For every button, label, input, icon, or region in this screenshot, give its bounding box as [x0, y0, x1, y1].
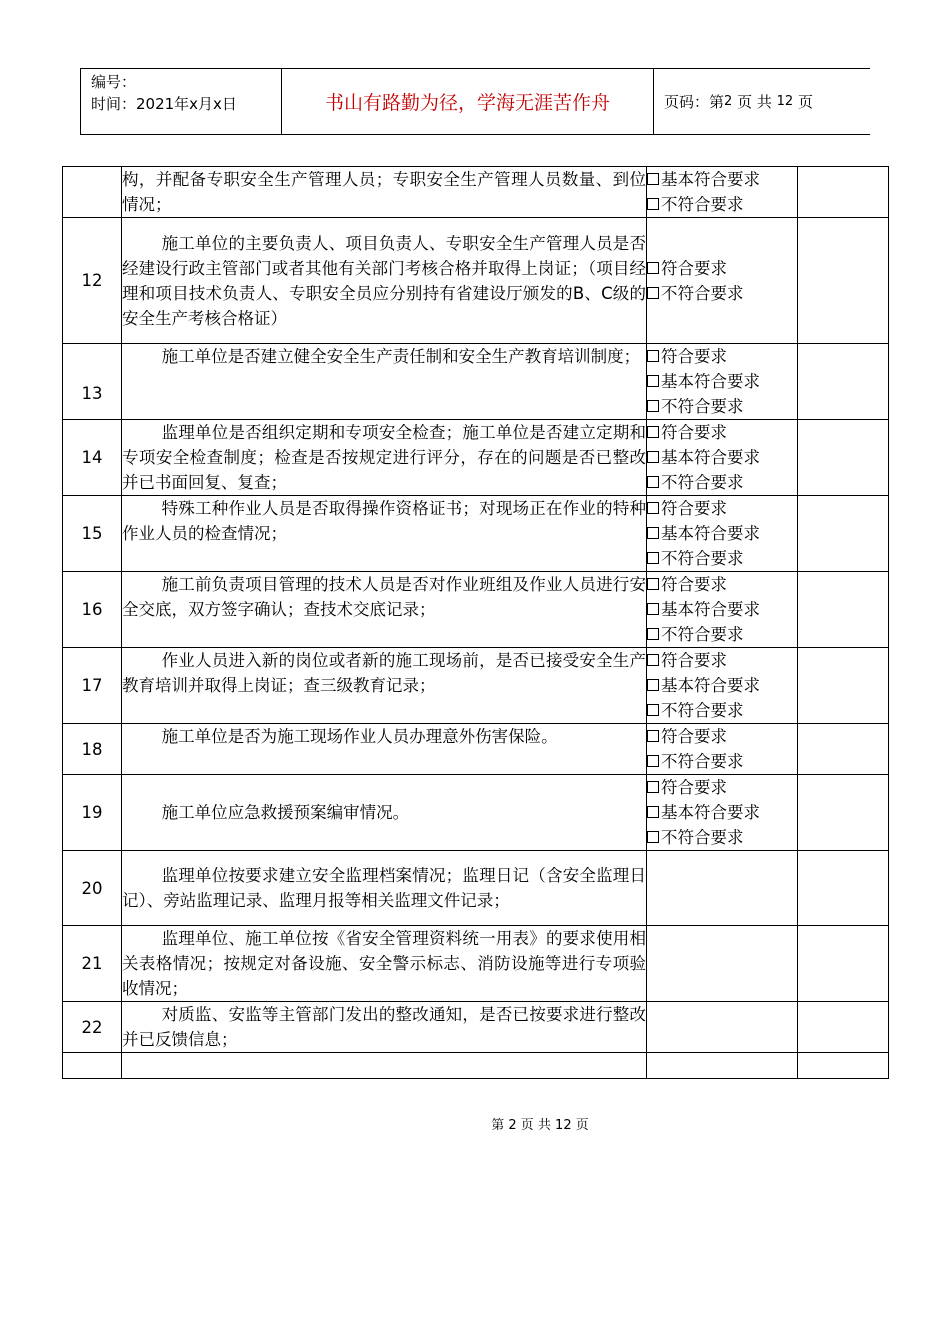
table-row	[63, 420, 889, 496]
row-description: 施工单位是否建立健全安全生产责任制和安全生产教育培训制度；	[161, 347, 641, 366]
row-number	[63, 167, 122, 218]
serial-label: 编号：	[91, 73, 137, 91]
option-non-compliant[interactable]: 不符合要求	[647, 825, 797, 850]
table-row	[63, 572, 889, 648]
table-row	[63, 851, 889, 926]
table-row	[63, 648, 889, 724]
option-compliant[interactable]: 符合要求	[647, 344, 797, 369]
row-remarks	[798, 648, 889, 724]
row-number: 18	[63, 724, 122, 775]
row-remarks	[798, 218, 889, 344]
row-remarks	[798, 572, 889, 648]
option-compliant[interactable]: 符合要求	[647, 256, 797, 281]
option-non-compliant[interactable]: 不符合要求	[647, 622, 797, 647]
table-row	[63, 218, 889, 344]
row-options	[647, 775, 798, 851]
option-basic-compliant[interactable]: 基本符合要求	[647, 521, 797, 546]
page-end: 页	[797, 93, 813, 111]
table-row	[63, 775, 889, 851]
checkbox-icon[interactable]	[647, 603, 659, 615]
row-number: 15	[63, 496, 122, 572]
page-current: 2	[724, 94, 733, 109]
row-number: 14	[63, 420, 122, 496]
page-footer	[0, 1114, 950, 1133]
checkbox-icon[interactable]	[647, 350, 659, 362]
option-non-compliant[interactable]: 不符合要求	[647, 546, 797, 571]
option-non-compliant[interactable]: 不符合要求	[647, 192, 797, 217]
option-basic-compliant[interactable]: 基本符合要求	[647, 800, 797, 825]
row-description: 监理单位、施工单位按《省安全管理资料统一用表》的要求使用相关表格情况；按规定对备设施、安全警示标志、消防设施等进行专项验收情况；	[122, 929, 646, 998]
row-options	[647, 926, 798, 1002]
row-description: 施工单位是否为施工现场作业人员办理意外伤害保险。	[161, 727, 558, 746]
row-remarks	[798, 1002, 889, 1053]
table-row	[63, 1002, 889, 1053]
row-number: 13	[63, 344, 122, 420]
checkbox-icon[interactable]	[647, 654, 659, 666]
checkbox-icon[interactable]	[647, 426, 659, 438]
option-non-compliant[interactable]: 不符合要求	[647, 749, 797, 774]
page-total: 12	[776, 94, 794, 109]
page-label: 页码：第	[664, 93, 725, 111]
option-compliant[interactable]: 符合要求	[647, 420, 797, 445]
row-description: 监理单位是否组织定期和专项安全检查；施工单位是否建立定期和专项安全检查制度；检查是否按规定进行评分，存在的问题是否已整改并已书面回复、复查；	[122, 423, 646, 492]
table-row-empty	[63, 1053, 889, 1079]
row-description: 特殊工种作业人员是否取得操作资格证书；对现场正在作业的特种作业人员的检查情况；	[122, 499, 646, 543]
row-description: 施工单位的主要负责人、项目负责人、专职安全生产管理人员是否经建设行政主管部门或者其他有关部门考核合格并取得上岗证；（项目经理和项目技术负责人、专职安全员应分别持有省建设厅颁发的B、C级的安全生产考核合格证）	[122, 233, 646, 328]
checkbox-icon[interactable]	[647, 527, 659, 539]
option-compliant[interactable]: 符合要求	[647, 496, 797, 521]
checkbox-icon[interactable]	[647, 198, 659, 210]
row-number: 20	[63, 851, 122, 926]
checkbox-icon[interactable]	[647, 755, 659, 767]
checkbox-icon[interactable]	[647, 730, 659, 742]
option-basic-compliant[interactable]: 基本符合要求	[647, 445, 797, 470]
row-remarks	[798, 926, 889, 1002]
option-non-compliant[interactable]: 不符合要求	[647, 394, 797, 419]
header-page-info	[654, 68, 870, 135]
option-basic-compliant[interactable]: 基本符合要求	[647, 369, 797, 394]
option-basic-compliant[interactable]: 基本符合要求	[647, 167, 797, 192]
row-remarks	[798, 167, 889, 218]
option-compliant[interactable]: 符合要求	[647, 572, 797, 597]
header-meta	[80, 68, 281, 135]
table-row	[63, 724, 889, 775]
row-remarks	[798, 496, 889, 572]
option-compliant[interactable]: 符合要求	[647, 724, 797, 749]
row-remarks	[798, 420, 889, 496]
option-non-compliant[interactable]: 不符合要求	[647, 698, 797, 723]
document-header	[80, 68, 870, 135]
row-options	[647, 572, 798, 648]
header-motto: 书山有路勤为径，学海无涯苦作舟	[281, 68, 654, 135]
option-basic-compliant[interactable]: 基本符合要求	[647, 673, 797, 698]
row-remarks	[798, 344, 889, 420]
row-remarks	[798, 775, 889, 851]
page-mid: 页 共	[737, 93, 772, 111]
checkbox-icon[interactable]	[647, 173, 659, 185]
row-number: 12	[63, 218, 122, 344]
table-row	[63, 167, 889, 218]
row-options	[647, 1002, 798, 1053]
checkbox-icon[interactable]	[647, 552, 659, 564]
checkbox-icon[interactable]	[647, 375, 659, 387]
option-compliant[interactable]: 符合要求	[647, 648, 797, 673]
row-options	[647, 344, 798, 420]
row-options	[647, 724, 798, 775]
row-options	[647, 218, 798, 344]
checkbox-icon[interactable]	[647, 502, 659, 514]
row-description: 构，并配备专职安全生产管理人员；专职安全生产管理人员数量、到位情况；	[122, 170, 646, 214]
checkbox-icon[interactable]	[647, 831, 659, 843]
row-remarks	[798, 851, 889, 926]
checkbox-icon[interactable]	[647, 806, 659, 818]
row-number: 22	[63, 1002, 122, 1053]
table-row	[63, 926, 889, 1002]
date-label: 时间：2021年x月x日	[91, 95, 237, 113]
table-row	[63, 344, 889, 420]
row-number: 16	[63, 572, 122, 648]
checkbox-icon[interactable]	[647, 400, 659, 412]
row-options	[647, 496, 798, 572]
checkbox-icon[interactable]	[647, 679, 659, 691]
row-description: 对质监、安监等主管部门发出的整改通知，是否已按要求进行整改并已反馈信息；	[122, 1005, 646, 1049]
row-options	[647, 648, 798, 724]
row-remarks	[798, 724, 889, 775]
row-options	[647, 420, 798, 496]
table-row	[63, 496, 889, 572]
checkbox-icon[interactable]	[647, 451, 659, 463]
footer-page-number: 第 2 页 共 12 页	[491, 1118, 589, 1133]
option-compliant[interactable]: 符合要求	[647, 775, 797, 800]
row-description: 作业人员进入新的岗位或者新的施工现场前，是否已接受安全生产教育培训并取得上岗证；查三级教育记录；	[122, 651, 646, 695]
option-basic-compliant[interactable]: 基本符合要求	[647, 597, 797, 622]
row-description: 监理单位按要求建立安全监理档案情况；监理日记（含安全监理日记）、旁站监理记录、监理月报等相关监理文件记录；	[122, 866, 646, 910]
row-options	[647, 167, 798, 218]
row-description: 施工前负责项目管理的技术人员是否对作业班组及作业人员进行安全交底，双方签字确认；查技术交底记录；	[122, 575, 646, 619]
option-non-compliant[interactable]: 不符合要求	[647, 281, 797, 306]
checkbox-icon[interactable]	[647, 578, 659, 590]
option-non-compliant[interactable]: 不符合要求	[647, 470, 797, 495]
row-number: 21	[63, 926, 122, 1002]
checkbox-icon[interactable]	[647, 628, 659, 640]
checkbox-icon[interactable]	[647, 704, 659, 716]
row-number: 17	[63, 648, 122, 724]
row-options	[647, 851, 798, 926]
checkbox-icon[interactable]	[647, 476, 659, 488]
row-number: 19	[63, 775, 122, 851]
checkbox-icon[interactable]	[647, 262, 659, 274]
checkbox-icon[interactable]	[647, 287, 659, 299]
checklist-table	[62, 166, 889, 1079]
row-description: 施工单位应急救援预案编审情况。	[161, 803, 410, 822]
checkbox-icon[interactable]	[647, 781, 659, 793]
